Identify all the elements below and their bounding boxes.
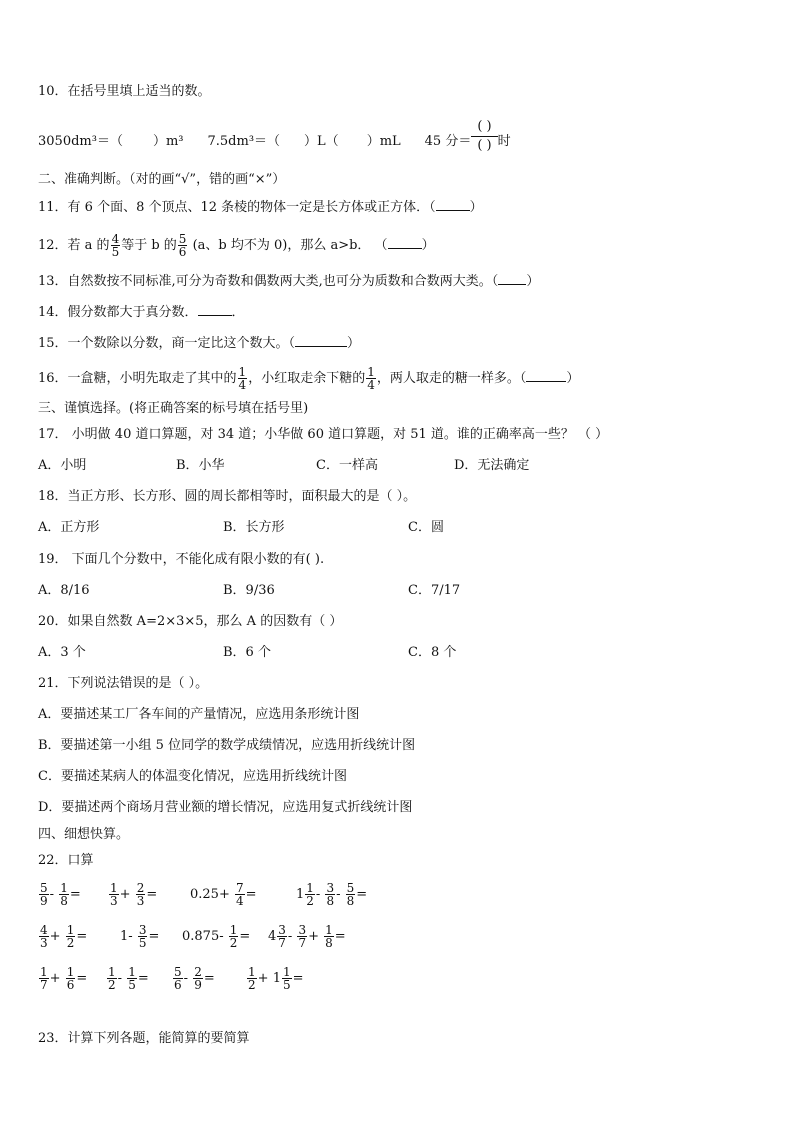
denominator: 8 xyxy=(326,894,335,908)
denominator: 5 xyxy=(128,978,136,992)
question-23-title: 23．计算下列各题，能简算的要简算 xyxy=(38,1031,250,1046)
denominator: 4 xyxy=(238,378,247,392)
q10-part2-right: ）mL xyxy=(366,134,401,149)
q19-option-c[interactable]: C．7/17 xyxy=(408,583,461,598)
q17-option-b[interactable]: B．小华 xyxy=(176,458,225,473)
numerator: 1 xyxy=(66,965,75,979)
numerator: 1 xyxy=(306,881,314,895)
fraction xyxy=(229,924,239,949)
numerator: 3 xyxy=(326,881,335,895)
fraction xyxy=(138,924,148,949)
q10-fraction-denominator: ( ) xyxy=(477,138,492,153)
q10-part1-left: 3050dm³＝（ xyxy=(38,134,123,149)
denominator: 5 xyxy=(282,978,291,992)
q18-option-a[interactable]: A．正方形 xyxy=(38,520,100,535)
fraction xyxy=(39,882,49,907)
q16-text-c: ，两人取走的糖一样多。（ xyxy=(376,371,527,386)
q11-text: 11．有 6 个面、8 个顶点、12 条棱的物体一定是长方体或正方体．（ xyxy=(38,200,436,215)
q10-part2-left: 7.5dm³＝（ xyxy=(207,134,281,149)
fraction xyxy=(59,882,69,907)
q21-option-c[interactable]: C．要描述某病人的体温变化情况，应选用折线统计图 xyxy=(38,769,347,784)
q12-fraction-2 xyxy=(178,233,188,258)
denominator: 6 xyxy=(178,245,187,259)
denominator: 8 xyxy=(346,894,355,908)
fraction xyxy=(66,924,76,949)
minus-sign: - xyxy=(336,887,341,902)
denominator: 7 xyxy=(298,936,307,950)
plus-sign: + xyxy=(257,971,269,986)
fraction xyxy=(66,966,76,991)
fraction xyxy=(346,882,356,907)
numerator: 2 xyxy=(194,965,202,979)
q20-option-c[interactable]: C．8 个 xyxy=(408,645,457,660)
calc-r2-2 xyxy=(120,924,159,949)
plus-sign: + xyxy=(49,929,61,944)
plus-sign: + xyxy=(308,929,320,944)
fraction xyxy=(297,924,307,949)
question-17: 17． 小明做 40 道口算题，对 34 道；小华做 60 道口算题，对 51 道。谁的正确率高一些？ （ ） xyxy=(38,427,609,442)
equals-sign: = xyxy=(245,887,257,902)
equals-sign: = xyxy=(203,971,215,986)
equals-sign: = xyxy=(69,887,81,902)
q16-end: ） xyxy=(566,371,580,386)
calc-r1-3 xyxy=(190,882,257,907)
question-14 xyxy=(38,303,245,321)
numerator: 1 xyxy=(325,923,333,937)
equals-sign: = xyxy=(239,929,251,944)
q21-option-a[interactable]: A．要描述某工厂各车间的产量情况，应选用条形统计图 xyxy=(38,707,360,722)
fraction xyxy=(193,966,203,991)
denominator: 7 xyxy=(278,936,286,950)
denominator: 8 xyxy=(60,894,68,908)
q16-fraction-1 xyxy=(238,366,248,391)
q10-part3-right: 时 xyxy=(497,134,511,149)
question-21: 21．下列说法错误的是（ ）。 xyxy=(38,676,209,691)
equals-sign: = xyxy=(137,971,149,986)
question-12 xyxy=(38,233,435,258)
question-10-body xyxy=(38,119,511,155)
numerator: 2 xyxy=(136,881,145,895)
denominator: 5 xyxy=(111,245,120,259)
numerator: 1 xyxy=(229,923,238,937)
section-4-heading: 四、细想快算。 xyxy=(38,827,130,842)
numerator: 1 xyxy=(60,881,68,895)
fraction xyxy=(136,882,146,907)
q13-answer-blank[interactable] xyxy=(498,272,526,285)
decimal-term: 0.25+ xyxy=(190,887,230,902)
denominator: 2 xyxy=(66,936,75,950)
calc-r3-4 xyxy=(246,966,304,991)
q12-end: ） xyxy=(421,238,435,253)
q19-option-a[interactable]: A．8/16 xyxy=(38,583,90,598)
numerator: 1 xyxy=(40,965,48,979)
numerator: 5 xyxy=(178,232,187,246)
q12-text-c: (a、b 均不为 0)，那么 a>b． （ xyxy=(188,238,388,253)
fraction xyxy=(325,882,335,907)
numerator: 4 xyxy=(40,923,48,937)
q17-option-c[interactable]: C．一样高 xyxy=(316,458,378,473)
section-3-heading: 三、谨慎选择。(将正确答案的标号填在括号里) xyxy=(38,401,309,416)
minus-sign: - xyxy=(183,971,189,986)
q13-end: ） xyxy=(526,274,540,289)
question-11 xyxy=(38,198,483,216)
q14-end: ． xyxy=(231,305,245,320)
q14-answer-blank[interactable] xyxy=(198,303,232,316)
whole-number: 1 xyxy=(272,971,281,986)
denominator: 2 xyxy=(108,978,116,992)
numerator: 5 xyxy=(346,881,355,895)
equals-sign: = xyxy=(146,887,158,902)
fraction xyxy=(235,882,245,907)
q12-text-b: 等于 b 的 xyxy=(121,238,177,253)
question-20: 20．如果自然数 A=2×3×5，那么 A 的因数有（ ） xyxy=(38,614,343,629)
q15-answer-blank[interactable] xyxy=(295,334,347,347)
equals-sign: = xyxy=(292,971,304,986)
fraction xyxy=(305,882,315,907)
section-2-heading: 二、准确判断。（对的画“√”，错的画“×”） xyxy=(38,172,286,187)
denominator: 6 xyxy=(174,978,182,992)
numerator: 7 xyxy=(235,881,244,895)
q18-option-c[interactable]: C．圆 xyxy=(408,520,444,535)
numerator: 1 xyxy=(108,965,116,979)
q10-part2-mid: ）L（ xyxy=(304,134,339,149)
equals-sign: = xyxy=(334,929,346,944)
fraction xyxy=(107,966,117,991)
plus-sign: + xyxy=(49,971,61,986)
fraction xyxy=(127,966,137,991)
numerator: 1 xyxy=(367,365,375,379)
denominator: 2 xyxy=(306,894,314,908)
calc-r1-2 xyxy=(108,882,157,907)
denominator: 4 xyxy=(235,894,244,908)
numerator: 3 xyxy=(138,923,147,937)
calc-r2-4 xyxy=(268,924,346,949)
equals-sign: = xyxy=(148,929,160,944)
denominator: 8 xyxy=(325,936,333,950)
denominator: 5 xyxy=(138,936,147,950)
numerator: 1 xyxy=(248,965,256,979)
question-18: 18．当正方形、长方形、圆的周长都相等时，面积最大的是（ ）。 xyxy=(38,489,417,504)
q17-option-d[interactable]: D．无法确定 xyxy=(454,458,530,473)
calc-r1-4 xyxy=(296,882,367,907)
numerator: 4 xyxy=(111,232,120,246)
fraction xyxy=(277,924,287,949)
question-16 xyxy=(38,366,579,391)
q11-answer-blank[interactable] xyxy=(436,198,470,211)
minus-sign: - xyxy=(315,887,321,902)
denominator: 2 xyxy=(248,978,256,992)
denominator: 7 xyxy=(40,978,48,992)
calc-r3-3 xyxy=(172,966,215,991)
denominator: 4 xyxy=(367,378,375,392)
minus-sign: - xyxy=(117,971,123,986)
q10-part3-left: 45 分＝ xyxy=(424,134,472,149)
numerator: 1 xyxy=(128,965,136,979)
minus-sign: - xyxy=(49,887,55,902)
fraction xyxy=(282,966,292,991)
question-19: 19． 下面几个分数中，不能化成有限小数的有( ). xyxy=(38,552,325,567)
q10-hour-fraction xyxy=(471,118,497,155)
q12-answer-blank[interactable] xyxy=(388,236,422,249)
denominator: 6 xyxy=(66,978,75,992)
numerator: 3 xyxy=(278,923,286,937)
whole-number: 4 xyxy=(268,929,277,944)
question-15 xyxy=(38,334,360,352)
numerator: 3 xyxy=(298,923,307,937)
q21-option-d[interactable]: D．要描述两个商场月营业额的增长情况，应选用复式折线统计图 xyxy=(38,800,413,815)
q12-text-a: 12．若 a 的 xyxy=(38,238,110,253)
equals-sign: = xyxy=(356,887,368,902)
question-13 xyxy=(38,272,539,290)
denominator: 2 xyxy=(229,936,238,950)
denominator: 9 xyxy=(40,894,48,908)
q16-text-a: 16．一盒糖，小明先取走了其中的 xyxy=(38,371,237,386)
calc-r2-3 xyxy=(182,924,250,949)
fraction xyxy=(39,966,49,991)
numerator: 1 xyxy=(110,881,118,895)
calc-r3-1 xyxy=(38,966,87,991)
q16-fraction-2 xyxy=(366,366,376,391)
question-22-title: 22．口算 xyxy=(38,853,94,868)
numerator: 1 xyxy=(238,365,247,379)
q16-text-b: ，小红取走余下糖的 xyxy=(248,371,366,386)
denominator: 3 xyxy=(136,894,145,908)
calc-r1-1 xyxy=(38,882,81,907)
whole-number: 1 xyxy=(296,887,305,902)
whole-term: 1- xyxy=(120,929,133,944)
question-10-title: 10．在括号里填上适当的数。 xyxy=(38,84,211,99)
q20-option-b[interactable]: B．6 个 xyxy=(223,645,271,660)
minus-sign: - xyxy=(287,929,293,944)
q10-part1-right: ）m³ xyxy=(152,134,184,149)
q12-fraction-1 xyxy=(111,233,121,258)
equals-sign: = xyxy=(76,971,88,986)
numerator: 5 xyxy=(40,881,48,895)
q19-option-b[interactable]: B．9/36 xyxy=(223,583,275,598)
fraction xyxy=(173,966,183,991)
denominator: 3 xyxy=(110,894,118,908)
numerator: 1 xyxy=(282,965,291,979)
q15-end: ） xyxy=(347,336,361,351)
q15-text: 15．一个数除以分数，商一定比这个数大。（ xyxy=(38,336,296,351)
decimal-term: 0.875- xyxy=(182,929,224,944)
denominator: 9 xyxy=(194,978,202,992)
denominator: 3 xyxy=(40,936,48,950)
numerator: 5 xyxy=(174,965,182,979)
fraction xyxy=(109,882,119,907)
q16-answer-blank[interactable] xyxy=(526,369,566,382)
calc-r2-1 xyxy=(38,924,87,949)
q17-option-a[interactable]: A．小明 xyxy=(38,458,87,473)
q21-option-b[interactable]: B．要描述第一小组 5 位同学的数学成绩情况，应选用折线统计图 xyxy=(38,738,416,753)
q14-text: 14．假分数都大于真分数． xyxy=(38,305,198,320)
fraction xyxy=(247,966,257,991)
q11-end: ） xyxy=(469,200,483,215)
equals-sign: = xyxy=(76,929,88,944)
plus-sign: + xyxy=(119,887,131,902)
q13-text: 13．自然数按不同标准,可分为奇数和偶数两大类,也可分为质数和合数两大类。（ xyxy=(38,274,499,289)
q18-option-b[interactable]: B．长方形 xyxy=(223,520,285,535)
q10-fraction-numerator: ( ) xyxy=(471,118,497,137)
calc-r3-2 xyxy=(106,966,149,991)
fraction xyxy=(39,924,49,949)
q20-option-a[interactable]: A．3 个 xyxy=(38,645,86,660)
fraction xyxy=(324,924,334,949)
numerator: 1 xyxy=(66,923,75,937)
